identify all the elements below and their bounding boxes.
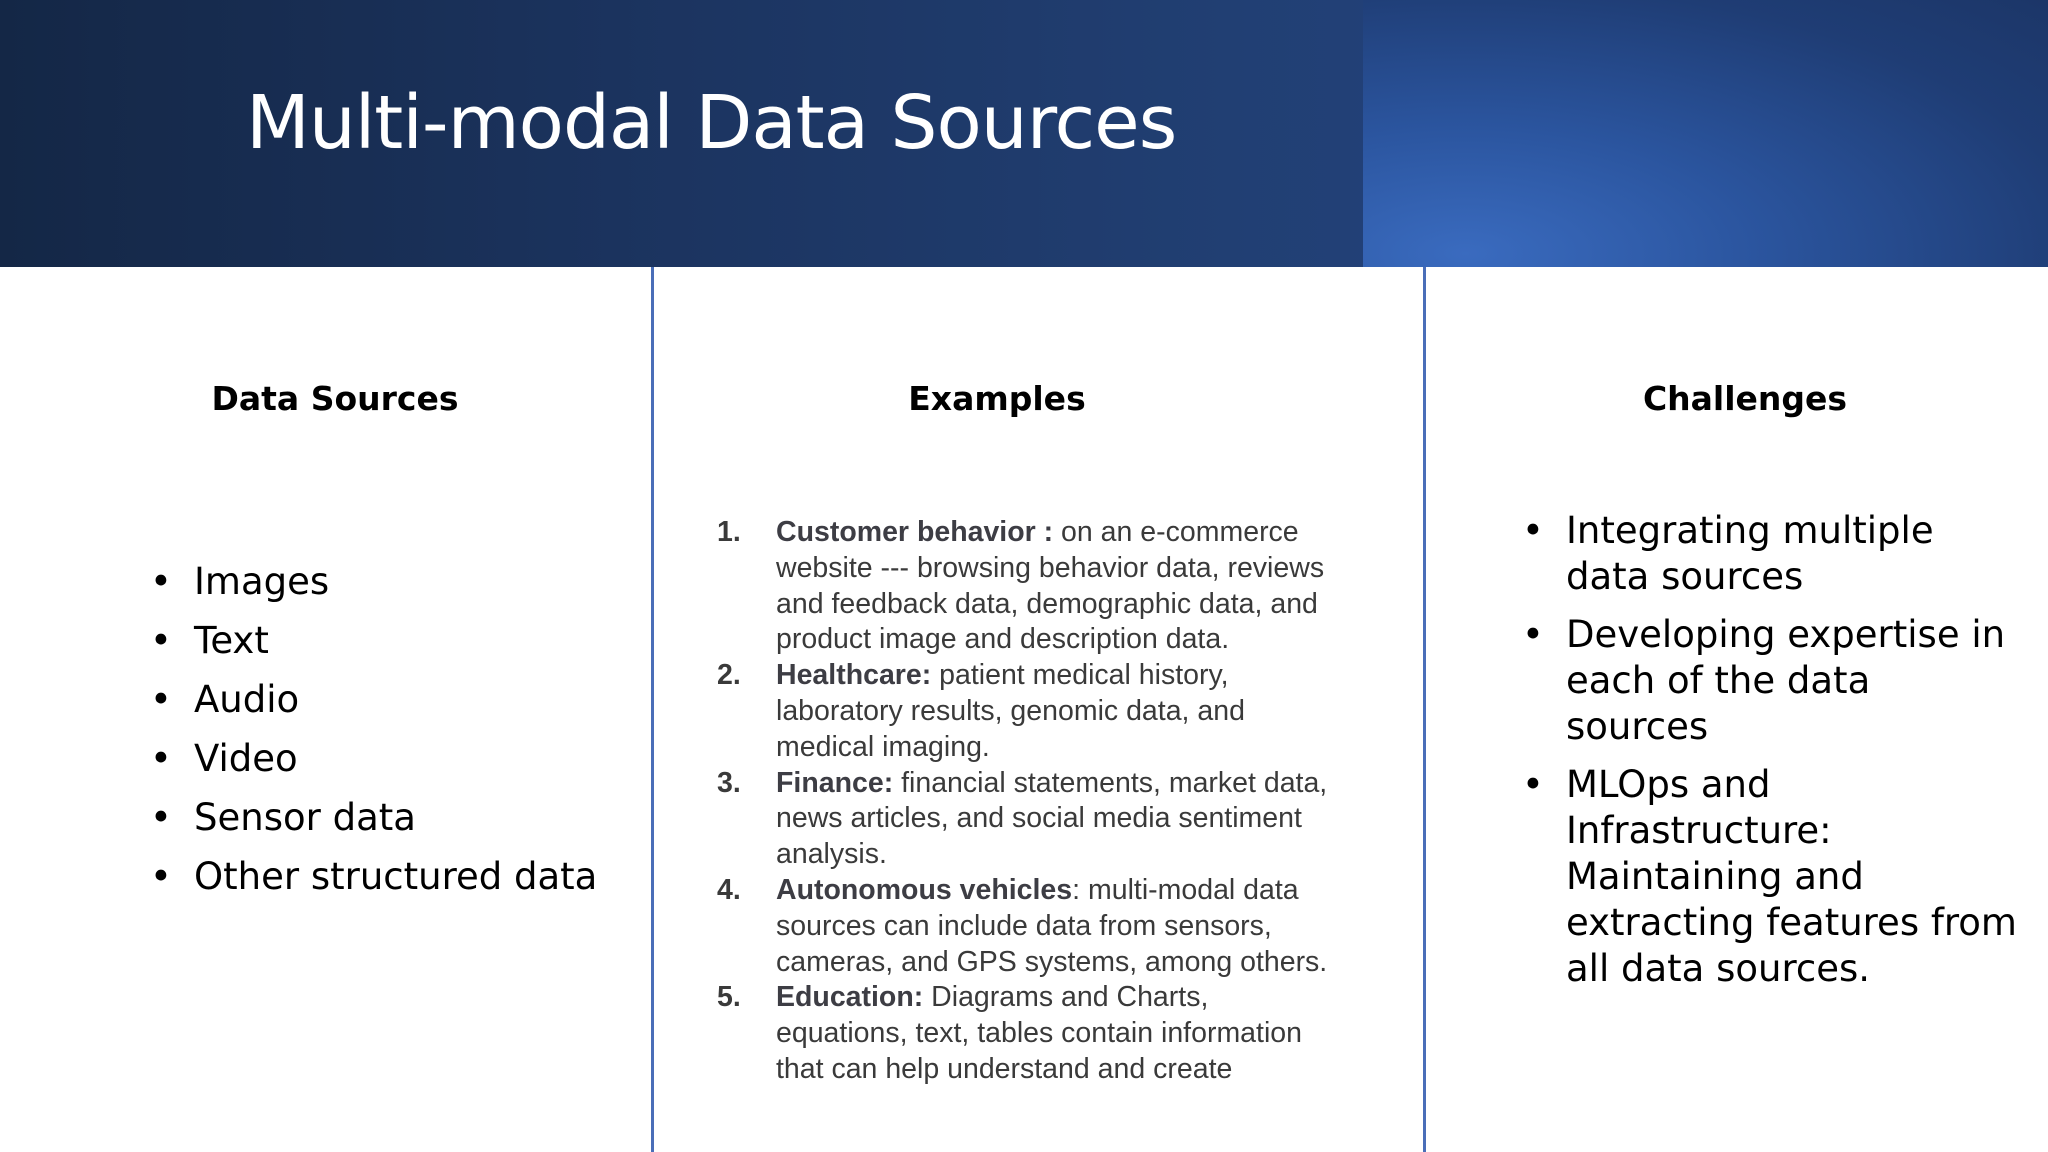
example-text: : multi-modal data sources can include data from sensors, cameras, and GPS systems, among others. [776, 873, 1328, 978]
example-text: Diagrams and Charts, equations, text, tables contain information that can help understand and create [776, 981, 1302, 1085]
bullet-icon: • [1522, 509, 1544, 552]
example-item-healthcare [702, 658, 1342, 765]
example-label: Finance: [776, 766, 894, 799]
list-item: • Text [150, 619, 269, 662]
heading-examples: Examples [908, 379, 1086, 418]
bullet-icon: • [1522, 763, 1544, 806]
bullet-icon: • [1522, 613, 1544, 656]
list-item: • Other structured data [150, 855, 598, 898]
banner-glow [1363, 0, 2048, 267]
list-item: • Developing expertise in each of the data sources [1522, 613, 2006, 748]
example-text: on an e-commerce website --- browsing behavior data, reviews and feedback data, demographic data, and product image and description data. [776, 516, 1325, 656]
heading-data-sources: Data Sources [211, 379, 459, 418]
example-label: Autonomous vehicles [776, 873, 1073, 906]
slide-title: Multi-modal Data Sources [246, 80, 1177, 166]
list-item: • MLOps and Infrastructure: Maintaining and extracting features from all data sources. [1522, 763, 2017, 990]
column-divider-left [651, 267, 654, 1152]
bullet-icon: • [150, 796, 172, 839]
example-item-education [702, 980, 1342, 1087]
list-item: • Sensor data [150, 796, 416, 839]
example-number: 3. [717, 766, 741, 799]
list-item: • Video [150, 737, 298, 780]
bullet-icon: • [150, 619, 172, 662]
example-label: Healthcare: [776, 659, 932, 692]
title-banner [0, 0, 2048, 267]
list-item: • Integrating multiple data sources [1522, 509, 1934, 598]
bullet-icon: • [150, 737, 172, 780]
example-text: patient medical history, laboratory results, genomic data, and medical imaging. [776, 659, 1245, 763]
example-item-finance [702, 766, 1342, 873]
data-sources-list [150, 561, 597, 915]
example-text: financial statements, market data, news articles, and social media sentiment analysis. [776, 766, 1328, 871]
challenges-list [1522, 508, 2022, 1004]
column-divider-right [1423, 267, 1426, 1152]
example-number: 5. [717, 981, 741, 1014]
example-number: 1. [717, 516, 741, 548]
example-number: 4. [717, 873, 741, 906]
bullet-icon: • [150, 855, 172, 898]
list-item: • Images [150, 560, 330, 603]
example-label: Education: [776, 981, 924, 1014]
list-item: • Audio [150, 678, 300, 721]
example-item-autonomous-vehicles [702, 873, 1342, 980]
bullet-icon: • [150, 678, 172, 721]
examples-list [702, 515, 1342, 1088]
example-number: 2. [717, 659, 741, 692]
heading-challenges: Challenges [1642, 379, 1848, 418]
bullet-icon: • [150, 560, 172, 603]
example-label: Customer behavior : [776, 516, 1054, 548]
example-item-customer-behavior [702, 515, 1342, 658]
